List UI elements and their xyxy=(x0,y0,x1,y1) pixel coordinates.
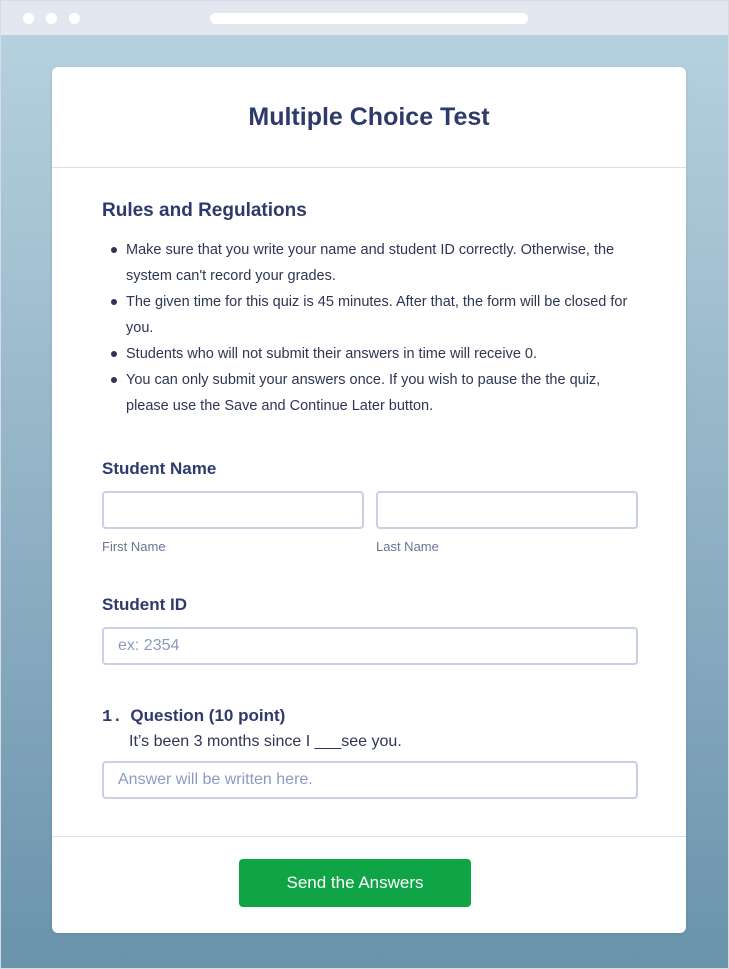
last-name-sublabel: Last Name xyxy=(376,539,439,554)
question-text: It’s been 3 months since I ___see you. xyxy=(129,733,402,750)
student-name-group xyxy=(102,459,638,554)
first-name-sublabel: First Name xyxy=(102,539,166,554)
rules-heading: Rules and Regulations xyxy=(102,200,307,221)
rules-list-item: Make sure that you write your name and student ID correctly. Otherwise, the system can't record your grades. xyxy=(102,237,638,289)
page-title: Multiple Choice Test xyxy=(248,102,490,131)
browser-titlebar xyxy=(1,1,728,35)
student-name-label: Student Name xyxy=(102,459,217,478)
first-name-input[interactable] xyxy=(102,491,364,529)
form-footer xyxy=(52,836,686,934)
window-dot-icon[interactable] xyxy=(23,13,34,24)
rules-list-item: The given time for this quiz is 45 minutes. After that, the form will be closed for you. xyxy=(102,289,638,341)
question-heading xyxy=(102,706,638,727)
window-dot-icon[interactable] xyxy=(46,13,57,24)
answer-input[interactable] xyxy=(102,761,638,799)
address-bar[interactable] xyxy=(210,13,528,24)
student-id-label: Student ID xyxy=(102,595,187,614)
question-title: Question (10 point) xyxy=(130,706,286,725)
form-card xyxy=(52,67,686,933)
form-header xyxy=(52,67,686,168)
last-name-input[interactable] xyxy=(376,491,638,529)
last-name-column xyxy=(376,491,638,554)
rules-list-item: Students who will not submit their answers in time will receive 0. xyxy=(102,341,638,367)
student-name-fields xyxy=(102,491,638,554)
rules-list xyxy=(102,237,638,419)
rules-list-item: You can only submit your answers once. If you wish to pause the the quiz, please use the Save and Continue Later button. xyxy=(102,367,638,419)
student-id-input[interactable] xyxy=(102,627,638,665)
send-answers-button[interactable]: Send the Answers xyxy=(239,859,471,907)
first-name-column xyxy=(102,491,364,554)
question-number: 1. xyxy=(102,708,123,727)
question-group xyxy=(102,706,638,799)
student-id-group xyxy=(102,595,638,665)
window-dot-icon[interactable] xyxy=(69,13,80,24)
